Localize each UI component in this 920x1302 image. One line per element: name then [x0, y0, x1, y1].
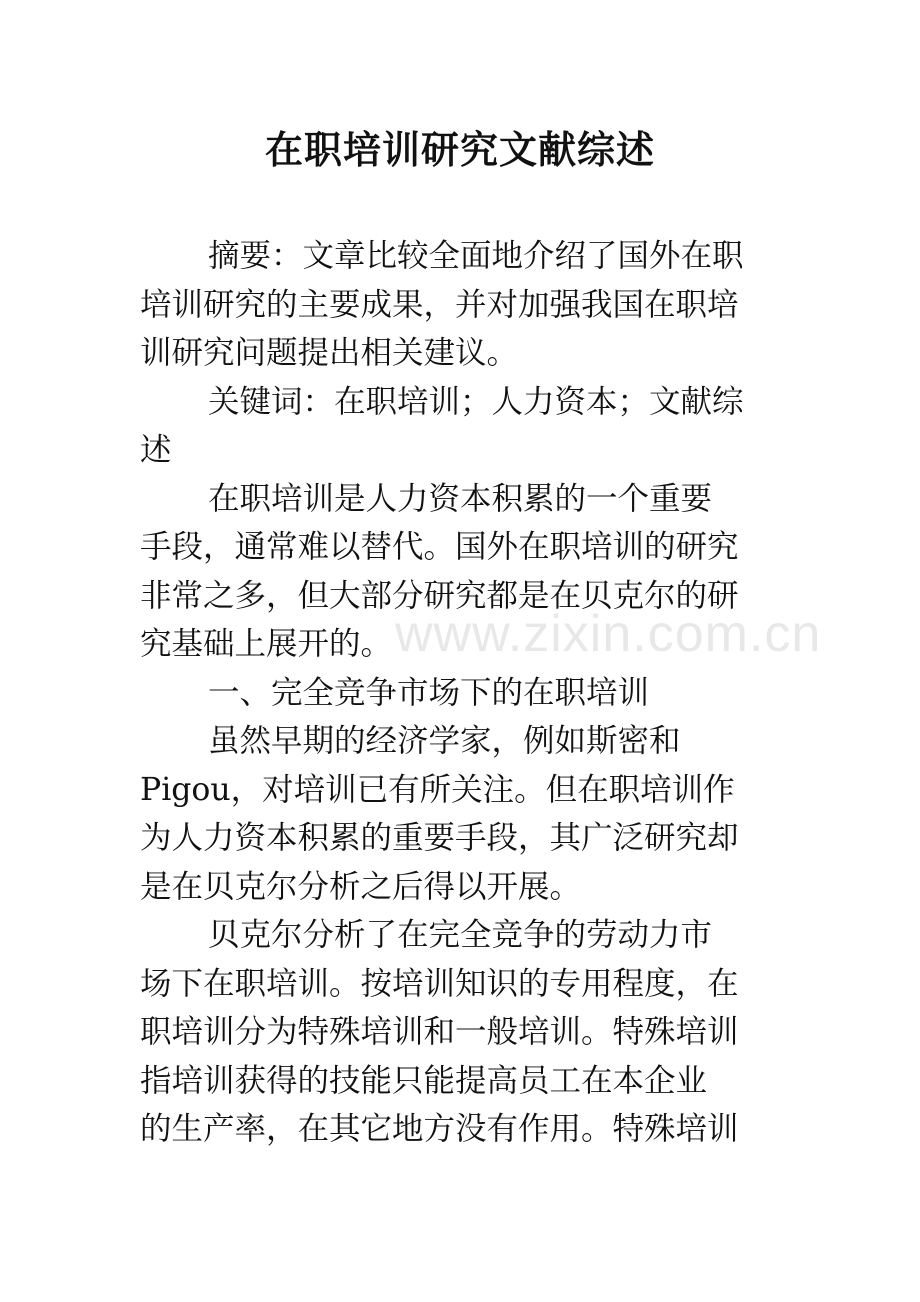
- body-line: 摘要：文章比较全面地介绍了国外在职: [208, 238, 744, 274]
- body-line: 培训研究的主要成果，并对加强我国在职培: [140, 286, 739, 323]
- body-line: 的生产率，在其它地方没有作用。特殊培训: [140, 1111, 739, 1147]
- body-line: 指培训获得的技能只能提高员工在本企业: [140, 1062, 708, 1099]
- body-line: 贝克尔分析了在完全竞争的劳动力市: [208, 917, 713, 953]
- body-line: 究基础上展开的。: [140, 626, 393, 662]
- body-line: Pigou，对培训已有所关注。但在职培训作: [140, 771, 735, 808]
- body-line: 在职培训是人力资本积累的一个重要: [208, 480, 713, 517]
- body-line: 述: [140, 432, 172, 468]
- body-line: 场下在职培训。按培训知识的专用程度，在: [140, 965, 739, 1002]
- document-body: [140, 232, 800, 1154]
- body-line: 是在贝克尔分析之后得以开展。: [140, 868, 582, 905]
- body-line: 虽然早期的经济学家，例如斯密和: [208, 723, 681, 759]
- body-line: 非常之多，但大部分研究都是在贝克尔的研: [140, 577, 739, 614]
- body-line: 为人力资本积累的重要手段，其广泛研究却: [140, 820, 739, 856]
- body-line: 手段，通常难以替代。国外在职培训的研究: [140, 529, 739, 565]
- watermark-text: www.zixin.com.cn: [395, 605, 822, 663]
- body-line: 职培训分为特殊培训和一般培训。特殊培训: [140, 1014, 739, 1050]
- document-title: 在职培训研究文献综述: [264, 127, 655, 172]
- body-line: 训研究问题提出相关建议。: [140, 335, 519, 371]
- body-line: 一、完全竞争市场下的在职培训: [208, 674, 650, 711]
- body-line: 关键词：在职培训；人力资本；文献综: [208, 383, 744, 420]
